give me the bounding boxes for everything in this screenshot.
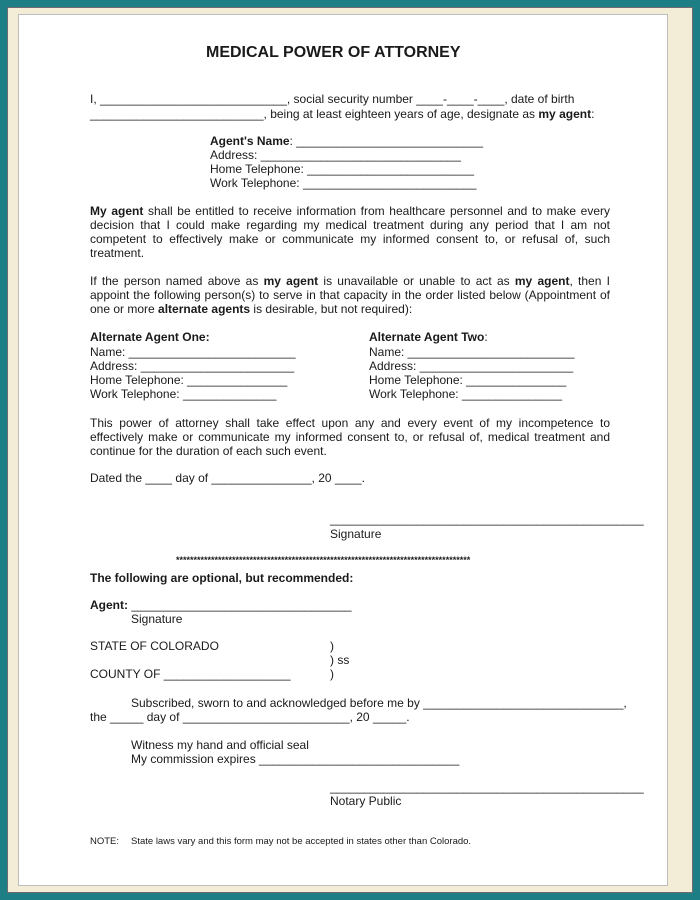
agent-signature-sublabel: Signature xyxy=(131,612,183,626)
state-label: STATE OF COLORADO xyxy=(90,639,219,653)
intro-line-1: I, ____________________________, social security number ____-____-____, date of birth xyxy=(90,92,575,106)
document-title: MEDICAL POWER OF ATTORNEY xyxy=(206,44,461,61)
alternate-two-work-phone-field[interactable]: Work Telephone: _______________ xyxy=(369,387,563,401)
alternate-one-heading: Alternate Agent One: xyxy=(90,330,210,344)
agent-name-label: Agent's Name xyxy=(210,134,290,148)
paragraph-effective: This power of attorney shall take effect upon any and every event of my incompetence to effectively make or communicate my informed consent to, or refusal of, medical treatment and continue for the duration of each such event. xyxy=(90,416,610,458)
paragraph-alternate-agents xyxy=(90,274,610,316)
alternate-two-heading-colon: : xyxy=(484,330,488,344)
para2-c: is unavailable or unable to act as xyxy=(318,274,515,288)
signature-label: Signature xyxy=(330,527,382,541)
alternate-two-name-field[interactable]: Name: _________________________ xyxy=(369,345,575,359)
para2-d: , then I appoint the following person(s) to serve in that capacity in the order listed below (Appointment of one or more xyxy=(90,274,610,316)
alternate-two-address-field[interactable]: Address: _______________________ xyxy=(369,359,574,373)
para2-e: is desirable, but not required): xyxy=(250,302,413,316)
intro-line-2 xyxy=(90,107,594,121)
alternate-one-work-phone-field[interactable]: Work Telephone: ______________ xyxy=(90,387,277,401)
paren-1: ) xyxy=(330,639,334,653)
subscribed-field[interactable]: Subscribed, sworn to and acknowledged before me by ______________________________, xyxy=(131,696,627,710)
alternate-one-home-phone-field[interactable]: Home Telephone: _______________ xyxy=(90,373,288,387)
intro-colon: : xyxy=(591,107,595,121)
ss-label: ) ss xyxy=(330,653,350,667)
notary-signature-line[interactable]: _______________________________________________ xyxy=(330,780,644,794)
notary-day-field[interactable]: the _____ day of _________________________, 20 _____. xyxy=(90,710,410,724)
signature-line[interactable]: _______________________________________________ xyxy=(330,512,644,526)
alternate-one-name-field[interactable]: Name: _________________________ xyxy=(90,345,296,359)
alternate-two-heading xyxy=(369,330,488,344)
para2-alternate-agents: alternate agents xyxy=(158,302,251,316)
para2-my-agent-1: my agent xyxy=(263,274,319,288)
agent-signature-line[interactable]: _________________________________ xyxy=(131,598,352,612)
intro-my-agent: my agent xyxy=(538,107,592,121)
commission-field[interactable]: My commission expires ______________________________ xyxy=(131,752,460,766)
para2-my-agent-2: my agent xyxy=(514,274,570,288)
separator-line: ************************************************************************************ xyxy=(176,555,471,565)
agent-address-field[interactable]: Address: ______________________________ xyxy=(210,148,461,162)
agent-signature-label: Agent: xyxy=(90,598,128,612)
agent-signature-row xyxy=(90,598,352,612)
para1-bold: My agent xyxy=(90,204,144,218)
agent-home-phone-field[interactable]: Home Telephone: _________________________ xyxy=(210,162,475,176)
note-label: NOTE: xyxy=(90,836,120,847)
dated-field[interactable]: Dated the ____ day of _______________, 20 ____. xyxy=(90,471,365,485)
intro-line-2-text: __________________________, being at least eighteen years of age, designate as xyxy=(90,107,536,121)
alternate-one-address-field[interactable]: Address: _______________________ xyxy=(90,359,295,373)
county-field[interactable]: COUNTY OF ___________________ xyxy=(90,667,291,681)
witness-text: Witness my hand and official seal xyxy=(131,738,309,752)
agent-name-blank[interactable]: : ____________________________ xyxy=(289,134,484,148)
notary-public-label: Notary Public xyxy=(330,794,402,808)
note-text: State laws vary and this form may not be accepted in states other than Colorado. xyxy=(131,836,472,847)
para2-a: If the person named above as xyxy=(90,274,264,288)
agent-name-row xyxy=(210,134,483,148)
alternate-two-heading-text: Alternate Agent Two xyxy=(369,330,485,344)
paren-2: ) xyxy=(330,667,334,681)
agent-work-phone-field[interactable]: Work Telephone: __________________________ xyxy=(210,176,477,190)
paragraph-agent-authority xyxy=(90,204,610,260)
optional-heading: The following are optional, but recommended: xyxy=(90,571,354,585)
para1-text: shall be entitled to receive information from healthcare personnel and to make every decision that I could make regarding my medical treatment during any period that I am not competent to effectively make or communicate my informed consent to, or refusal of, such treatment. xyxy=(90,204,610,260)
alternate-two-home-phone-field[interactable]: Home Telephone: _______________ xyxy=(369,373,567,387)
